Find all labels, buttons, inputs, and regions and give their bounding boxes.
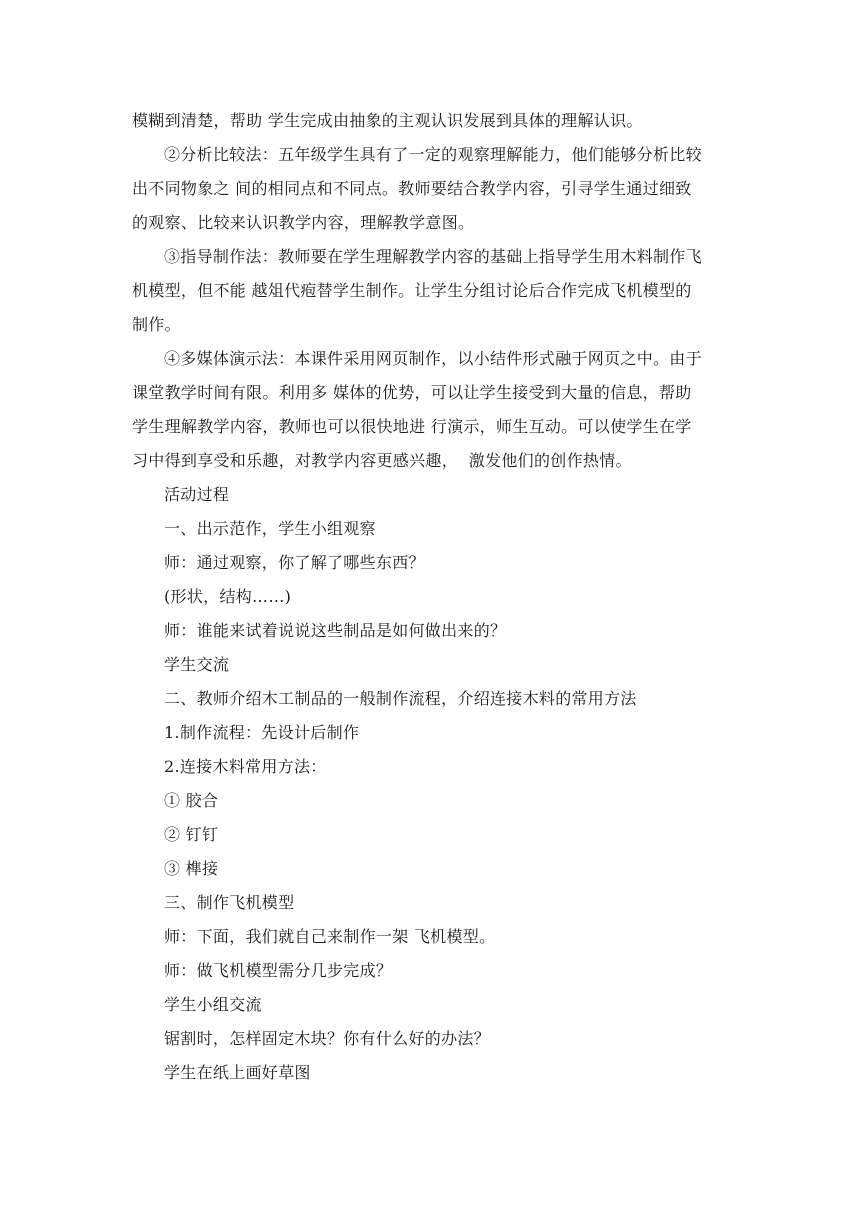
paragraph-line: 学生理解教学内容，教师也可以很快地进 行演示，师生互动。可以使学生在学 [132,417,692,436]
method-analysis-line: ②分析比较法：五年级学生具有了一定的观察理解能力，他们能够分析比较 [164,145,702,164]
paragraph-line: 模糊到清楚，帮助 学生完成由抽象的主观认识发展到具体的理解认识。 [132,111,643,130]
paragraph-line: 的观察、比较来认识教学内容，理解教学意图。 [132,213,475,232]
dialogue-line: 师：下面，我们就自己来制作一架 飞机模型。 [164,927,496,946]
dialogue-line: 学生小组交流 [164,995,262,1014]
paragraph-line: 机模型，但不能 越俎代疱替学生制作。让学生分组讨论后合作完成飞机模型的 [132,281,692,300]
step-heading-3: 三、制作飞机模型 [164,893,295,912]
paragraph-line: 习中得到享受和乐趣，对教学内容更感兴趣， 激发他们的创作热情。 [132,451,632,470]
method-multimedia-line: ④多媒体演示法：本课件采用网页制作，以小结件形式融于网页之中。由于 [164,349,702,368]
paragraph-line: 制作。 [132,315,181,334]
paragraph-line: 课堂教学时间有限。利用多 媒体的优势，可以让学生接受到大量的信息，帮助 [132,383,692,402]
list-item: ② 钉钉 [164,825,219,844]
list-item: ③ 榫接 [164,859,219,878]
section-heading-activity: 活动过程 [164,485,230,504]
dialogue-line: 锯割时，怎样固定木块？你有什么好的办法？ [164,1029,491,1048]
dialogue-line: 学生交流 [164,655,230,674]
paragraph-line: 出不同物象之 间的相同点和不同点。教师要结合教学内容，引寻学生通过细致 [132,179,692,198]
dialogue-line: 学生在纸上画好草图 [164,1063,311,1082]
list-item: 2.连接木料常用方法： [164,757,327,776]
step-heading-1: 一、出示范作，学生小组观察 [164,519,376,538]
step-heading-2: 二、教师介绍木工制品的一般制作流程，介绍连接木料的常用方法 [164,689,637,708]
list-item: 1.制作流程：先设计后制作 [164,723,360,742]
dialogue-line: 师：做飞机模型需分几步完成？ [164,961,393,980]
dialogue-line: 师：通过观察，你了解了哪些东西？ [164,553,425,572]
dialogue-line: (形状，结构……) [164,587,292,606]
list-item: ① 胶合 [164,791,219,810]
method-guidance-line: ③指导制作法：教师要在学生理解教学内容的基础上指导学生用木料制作飞 [164,247,702,266]
dialogue-line: 师：谁能来试着说说这些制品是如何做出来的？ [164,621,507,640]
document-body [132,104,732,1090]
